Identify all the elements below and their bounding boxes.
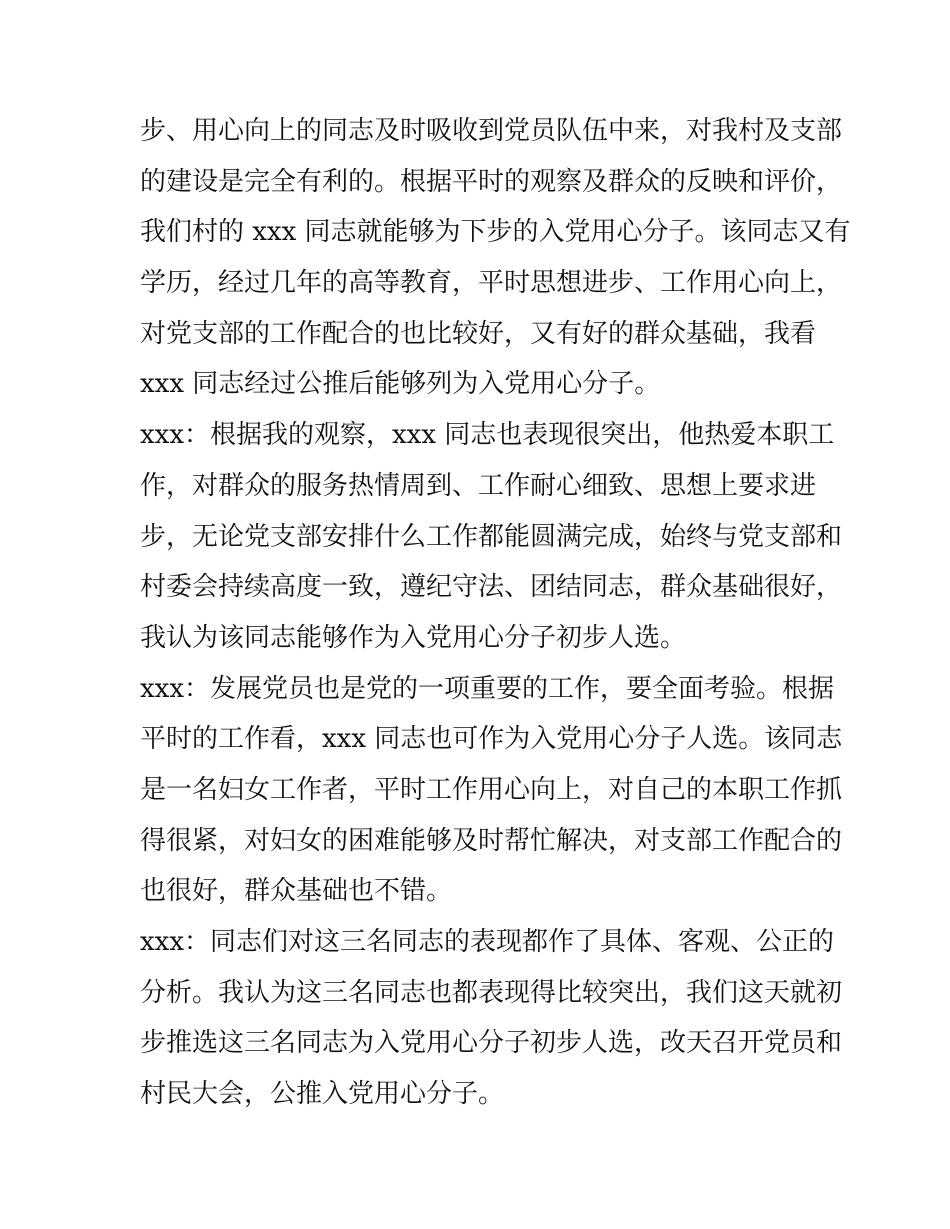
text-line: 的建设是完全有利的。根据平时的观察及群众的反映和评价， bbox=[140, 166, 843, 197]
text-line: 步，无论党支部安排什么工作都能圆满完成，始终与党支部和 bbox=[140, 521, 843, 552]
text-line: 步推选这三名同志为入党用心分子初步人选，改天召开党员和 bbox=[140, 1028, 843, 1059]
text-line: 学历，经过几年的高等教育，平时思想进步、工作用心向上， bbox=[140, 268, 843, 299]
document-body bbox=[140, 106, 851, 1120]
text-line: 平时的工作看，xxx 同志也可作为入党用心分子人选。该同志 bbox=[140, 724, 843, 755]
text-line: 步、用心向上的同志及时吸收到党员队伍中来，对我村及支部 bbox=[140, 116, 843, 146]
text-line: 我认为该同志能够作为入党用心分子初步人选。 bbox=[140, 622, 687, 653]
text-line: 分析。我认为这三名同志也都表现得比较突出，我们这天就初 bbox=[140, 977, 843, 1008]
text-line: 我们村的 xxx 同志就能够为下步的入党用心分子。该同志又有 bbox=[140, 217, 851, 248]
text-line: xxx 同志经过公推后能够列为入党用心分子。 bbox=[140, 369, 661, 400]
text-line: 作，对群众的服务热情周到、工作耐心细致、思想上要求进 bbox=[140, 470, 817, 501]
text-line: 村民大会，公推入党用心分子。 bbox=[140, 1079, 505, 1110]
text-line: 是一名妇女工作者，平时工作用心向上，对自己的本职工作抓 bbox=[140, 774, 843, 805]
text-line: xxx：发展党员也是党的一项重要的工作，要全面考验。根据 bbox=[140, 673, 834, 704]
text-line: 得很紧，对妇女的困难能够及时帮忙解决，对支部工作配合的 bbox=[140, 825, 843, 856]
text-line: 对党支部的工作配合的也比较好，又有好的群众基础，我看 bbox=[140, 318, 817, 349]
text-line: 村委会持续高度一致，遵纪守法、团结同志，群众基础很好， bbox=[140, 572, 843, 603]
text-line: xxx：根据我的观察，xxx 同志也表现很突出，他热爱本职工 bbox=[140, 420, 835, 451]
text-line: 也很好，群众基础也不错。 bbox=[140, 876, 453, 907]
text-line: xxx：同志们对这三名同志的表现都作了具体、客观、公正的 bbox=[140, 927, 834, 957]
